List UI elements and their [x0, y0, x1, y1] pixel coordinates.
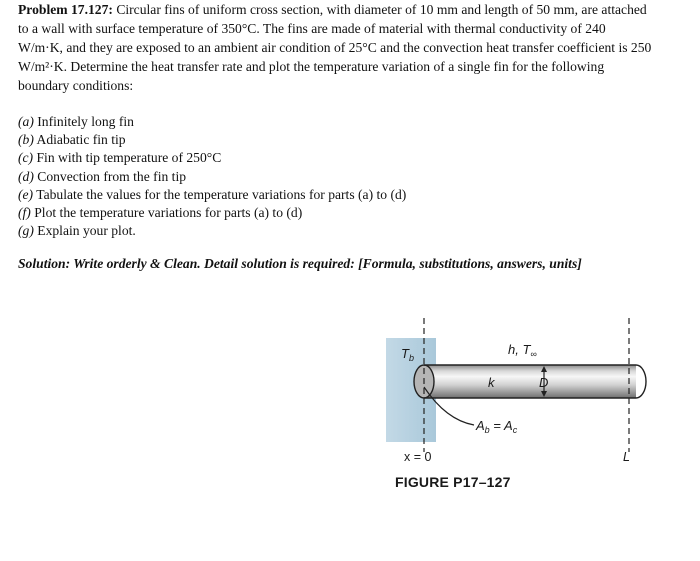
statement-line-1: Circular fins of uniform cross section, with diameter of 10 mm and length of 50 mm, are attached	[116, 2, 647, 17]
d-label: D	[539, 375, 549, 390]
part-f: (f) Plot the temperature variations for parts (a) to (d)	[18, 205, 303, 221]
part-d: (d) Convection from the fin tip	[18, 168, 187, 184]
k-label: k	[488, 375, 495, 390]
statement-line-3: W/m·K, and they are exposed to an ambient air condition of 25°C and the convection heat transfer coefficient is 250	[18, 40, 652, 55]
x0-label: x = 0	[404, 450, 432, 464]
statement-line-4: W/m²·K. Determine the heat transfer rate and plot the temperature variation of a single fin for the following	[18, 59, 605, 74]
tb-label: $T_b$	[401, 346, 414, 363]
part-c: (c) Fin with tip temperature of 250°C	[18, 150, 222, 166]
l-label: L	[623, 450, 630, 464]
solution-instructions: Solution: Write orderly & Clean. Detail solution is required: [Formula, substitutions, answers, units]	[18, 256, 582, 271]
statement-line-2: to a wall with surface temperature of 350°C. The fins are made of material with thermal conductivity of 240	[18, 21, 606, 36]
problem-label: Problem 17.127:	[18, 2, 113, 17]
h-tinf-label: h, $T_\infty$	[508, 342, 537, 359]
statement-line-5: boundary conditions:	[18, 78, 134, 93]
fin-tip-face	[636, 365, 646, 398]
part-e: (e) Tabulate the values for the temperature variations for parts (a) to (d)	[18, 186, 407, 202]
fin-rod	[424, 365, 636, 398]
part-b: (b) Adiabatic fin tip	[18, 132, 126, 148]
figure-caption: FIGURE P17–127	[395, 474, 511, 490]
part-a: (a) Infinitely long fin	[18, 114, 134, 129]
ab-ac-label: $A_b = A_c$	[476, 418, 518, 435]
part-g: (g) Explain your plot.	[18, 223, 136, 239]
